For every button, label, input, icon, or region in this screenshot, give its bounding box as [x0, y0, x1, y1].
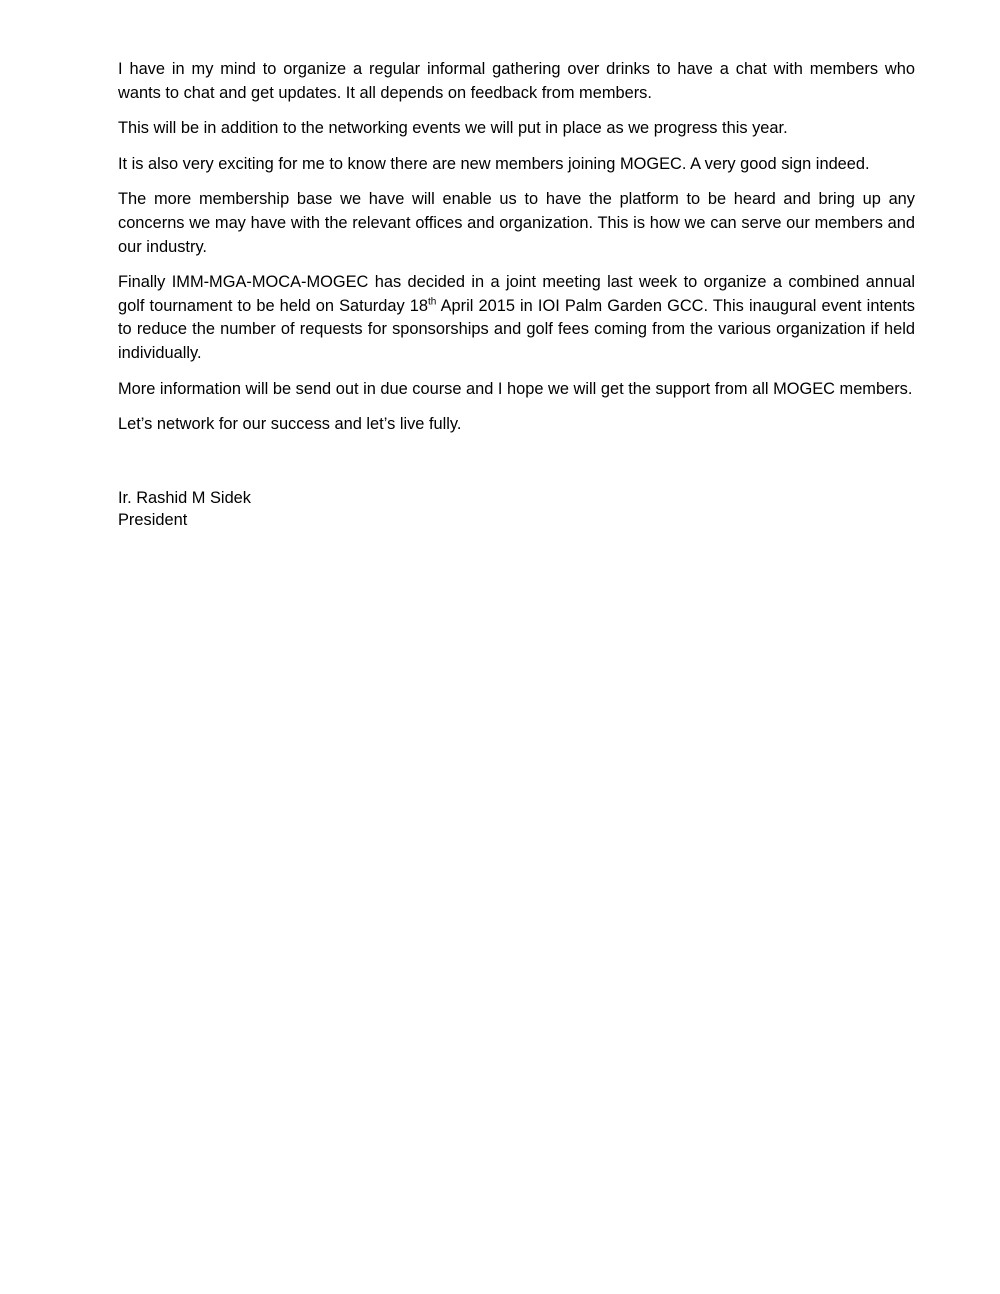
golf-text-after: April 2015 in IOI Palm Garden GCC. This inaugural event intents to reduce the number of requests for sponsorships and golf fees coming from the various organization if held individually.	[118, 296, 915, 362]
paragraph-new-members: It is also very exciting for me to know there are new members joining MOGEC. A very good sign indeed.	[118, 154, 870, 173]
signature-block	[118, 487, 915, 532]
paragraph-golf-tournament	[118, 271, 915, 365]
paragraph-networking-events: This will be in addition to the networking events we will put in place as we progress this year.	[118, 119, 788, 138]
letter-body	[118, 58, 915, 532]
paragraph-more-information: More information will be send out in due course and I hope we will get the support from all MOGEC members.	[118, 379, 913, 398]
paragraph-gathering: I have in my mind to organize a regular informal gathering over drinks to have a chat with members who wants to chat and get updates. It all depends on feedback from members.	[118, 60, 915, 102]
golf-text-before: Finally IMM-MGA-MOCA-MOGEC has decided in a joint meeting last week to organize a combined annual golf tournament to be held on Saturday 18	[118, 273, 915, 315]
paragraph-closing: Let’s network for our success and let’s live fully.	[118, 415, 462, 434]
signatory-title: President	[118, 511, 188, 530]
signatory-name: Ir. Rashid M Sidek	[118, 488, 251, 507]
date-ordinal-suffix: th	[428, 296, 437, 308]
paragraph-membership-base: The more membership base we have will enable us to have the platform to be heard and bring up any concerns we may have with the relevant offices and organization. This is how we can serve our members and our industry.	[118, 190, 915, 256]
